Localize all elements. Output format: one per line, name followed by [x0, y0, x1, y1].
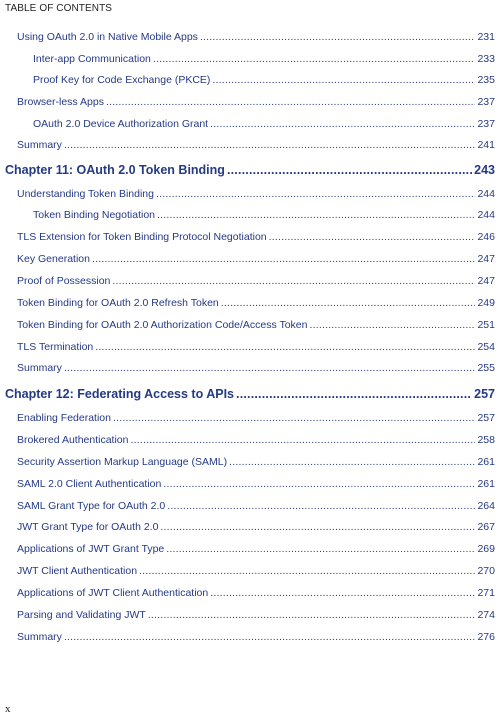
dot-leader	[167, 500, 475, 512]
toc-entry-page: 246	[477, 231, 495, 243]
toc-entry-page: 244	[477, 188, 495, 200]
toc-entry-title: Brokered Authentication	[17, 434, 129, 446]
toc-entry-page: 241	[477, 139, 495, 151]
toc-entry[interactable]	[17, 273, 495, 287]
toc-entry-page: 270	[477, 565, 495, 577]
toc-entry-title: TLS Extension for Token Binding Protocol Negotiation	[17, 231, 267, 243]
toc-entry-page: 254	[477, 341, 495, 353]
toc-entry-page: 244	[477, 209, 495, 221]
toc-entry-page: 269	[477, 543, 495, 555]
toc-entry-title: OAuth 2.0 Device Authorization Grant	[33, 118, 209, 130]
toc-entry-page: 237	[477, 96, 495, 108]
toc-entry[interactable]	[17, 476, 495, 490]
toc-entry-page: 255	[477, 362, 495, 374]
toc-chapter-entry[interactable]	[5, 162, 495, 178]
toc-entry-title: Using OAuth 2.0 in Native Mobile Apps	[17, 31, 198, 43]
dot-leader	[212, 74, 475, 86]
toc-chapter-entry[interactable]	[5, 386, 495, 402]
toc-entry-title: Token Binding for OAuth 2.0 Refresh Token	[17, 297, 219, 309]
dot-leader	[113, 412, 475, 424]
toc-entry-title: Summary	[17, 631, 62, 643]
dot-leader	[160, 521, 475, 533]
toc-entry[interactable]	[17, 229, 495, 243]
toc-entry-title: Applications of JWT Client Authentication	[17, 587, 209, 599]
toc-entry[interactable]	[17, 339, 495, 353]
toc-entry-title: Proof of Possession	[17, 275, 111, 287]
toc-entry[interactable]	[17, 317, 495, 331]
toc-entry[interactable]	[17, 432, 495, 446]
toc-entry[interactable]	[17, 563, 495, 577]
toc-entry-title: Understanding Token Binding	[17, 188, 154, 200]
dot-leader	[157, 209, 475, 221]
toc-entry-page: 261	[477, 456, 495, 468]
toc-entry-title: Summary	[17, 362, 62, 374]
toc-entry-page: 235	[477, 74, 495, 86]
toc-entry-page: 261	[477, 478, 495, 490]
running-head: TABLE OF CONTENTS	[5, 3, 113, 14]
toc-entry-title: TLS Termination	[17, 341, 94, 353]
toc-entry-title: Inter-app Communication	[33, 53, 151, 65]
toc-entry[interactable]	[33, 116, 495, 130]
toc-entry[interactable]	[17, 629, 495, 643]
toc-entry-page: 233	[477, 53, 495, 65]
toc-entry-title: Parsing and Validating JWT	[17, 609, 146, 621]
toc-entry-title: SAML 2.0 Client Authentication	[17, 478, 162, 490]
toc-entry-page: 247	[477, 253, 495, 265]
dot-leader	[166, 543, 475, 555]
toc-entry[interactable]	[17, 607, 495, 621]
toc-entry-title: SAML Grant Type for OAuth 2.0	[17, 500, 166, 512]
toc-entry-title: Token Binding Negotiation	[33, 209, 156, 221]
toc-entry-title: Token Binding for OAuth 2.0 Authorization Code/Access Token	[17, 319, 308, 331]
dot-leader	[210, 587, 475, 599]
toc-entry[interactable]	[17, 585, 495, 599]
toc-entry[interactable]	[17, 541, 495, 555]
dot-leader	[112, 275, 475, 287]
dot-leader	[64, 139, 476, 151]
toc-entry[interactable]	[17, 295, 495, 309]
toc-entry-page: 258	[477, 434, 495, 446]
dot-leader	[64, 631, 476, 643]
dot-leader	[269, 231, 476, 243]
toc-entry-page: 274	[477, 609, 495, 621]
toc-entry[interactable]	[17, 454, 495, 468]
toc-entry-title: Applications of JWT Grant Type	[17, 543, 165, 555]
toc-entry-title: Summary	[17, 139, 62, 151]
toc-entry[interactable]	[17, 519, 495, 533]
toc-entry-title: Security Assertion Markup Language (SAML)	[17, 456, 228, 468]
dot-leader	[229, 456, 475, 468]
dot-leader	[163, 478, 475, 490]
toc-entry-page: 271	[477, 587, 495, 599]
toc-entry[interactable]	[33, 207, 495, 221]
page-folio: x	[5, 703, 11, 715]
toc-entry[interactable]	[17, 498, 495, 512]
toc-entry-title: JWT Client Authentication	[17, 565, 138, 577]
toc-entry[interactable]	[17, 94, 495, 108]
toc-entry-title: Browser-less Apps	[17, 96, 104, 108]
toc-chapter-title: Chapter 12: Federating Access to APIs	[5, 387, 235, 401]
toc-entry-page: 249	[477, 297, 495, 309]
toc-entry-page: 251	[477, 319, 495, 331]
dot-leader	[148, 609, 476, 621]
toc-entry-page: 276	[477, 631, 495, 643]
toc-entry-page: 267	[477, 521, 495, 533]
toc-entry-page: 257	[477, 412, 495, 424]
dot-leader	[153, 53, 476, 65]
toc-chapter-page: 257	[474, 387, 495, 401]
dot-leader	[106, 96, 476, 108]
toc-chapter-page: 243	[474, 163, 495, 177]
toc-entry-page: 237	[477, 118, 495, 130]
toc-entry[interactable]	[33, 72, 495, 86]
toc-entry-page: 264	[477, 500, 495, 512]
dot-leader	[236, 387, 472, 402]
dot-leader	[156, 188, 475, 200]
toc-entry-title: JWT Grant Type for OAuth 2.0	[17, 521, 159, 533]
dot-leader	[95, 341, 475, 353]
dot-leader	[200, 31, 476, 43]
dot-leader	[64, 362, 476, 374]
dot-leader	[92, 253, 476, 265]
dot-leader	[139, 565, 475, 577]
toc-entry[interactable]	[17, 29, 495, 43]
toc-entry[interactable]	[17, 186, 495, 200]
toc-entry[interactable]	[17, 251, 495, 265]
toc-entry-title: Key Generation	[17, 253, 90, 265]
toc-entry-page: 231	[477, 31, 495, 43]
toc-entry-page: 247	[477, 275, 495, 287]
toc-entry[interactable]	[17, 410, 495, 424]
dot-leader	[227, 163, 472, 178]
toc-entry[interactable]	[17, 360, 495, 374]
toc-entry-title: Proof Key for Code Exchange (PKCE)	[33, 74, 211, 86]
dot-leader	[309, 319, 475, 331]
toc-chapter-title: Chapter 11: OAuth 2.0 Token Binding	[5, 163, 225, 177]
dot-leader	[210, 118, 475, 130]
dot-leader	[221, 297, 476, 309]
dot-leader	[131, 434, 476, 446]
toc-entry[interactable]	[33, 51, 495, 65]
toc-entry[interactable]	[17, 137, 495, 151]
toc-entry-title: Enabling Federation	[17, 412, 111, 424]
